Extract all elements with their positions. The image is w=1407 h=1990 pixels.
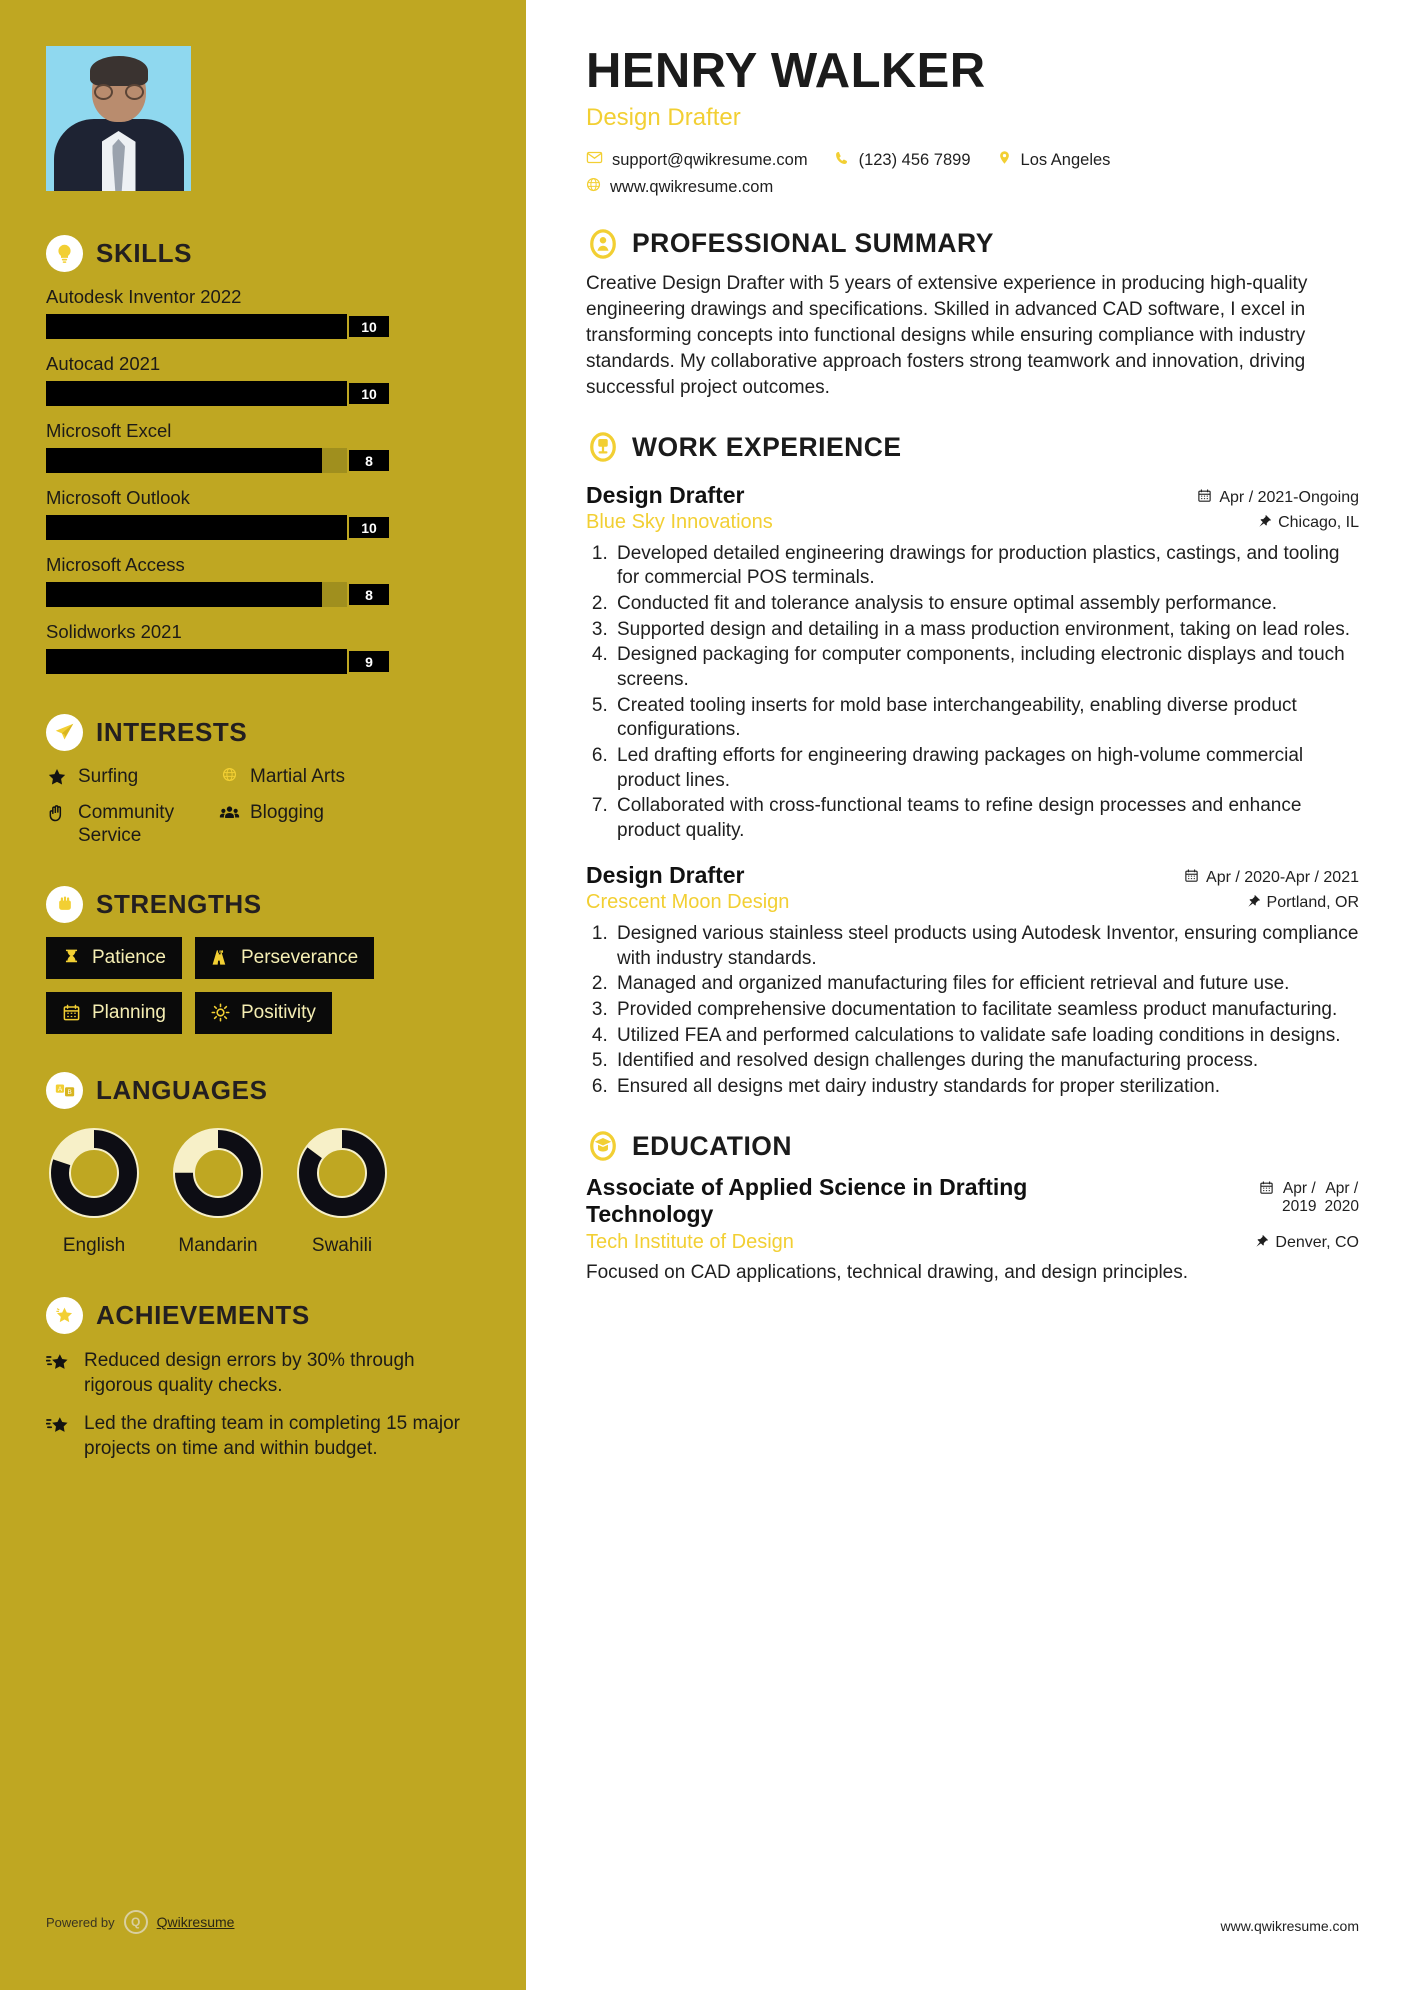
skill-item — [46, 286, 485, 339]
summary-title: PROFESSIONAL SUMMARY — [632, 228, 994, 259]
job-duty: 5. Identified and resolved design challenges during the manufacturing process. — [613, 1049, 1359, 1074]
languages-title: LANGUAGES — [96, 1074, 268, 1105]
language-donut-chart — [46, 1125, 142, 1221]
svg-text:A: A — [57, 1086, 62, 1094]
job-duty: 2. Conducted fit and tolerance analysis to ensure optimal assembly performance. — [613, 592, 1359, 617]
fist-icon — [46, 886, 83, 923]
strengths-title: STRENGTHS — [96, 888, 262, 919]
interest-label: Community Service — [78, 802, 175, 847]
photo-glasses — [93, 84, 145, 100]
education-entry — [586, 1174, 1359, 1285]
skill-item — [46, 353, 485, 406]
strength-item — [195, 937, 374, 979]
sun-icon — [211, 1003, 230, 1022]
job-dates — [1184, 868, 1359, 888]
achievements-header — [46, 1297, 485, 1334]
job-company: Crescent Moon Design — [586, 890, 790, 913]
strengths-list — [46, 937, 485, 1034]
skills-section — [46, 235, 485, 674]
globe-icon — [218, 765, 240, 782]
language-label: Swahili — [311, 1234, 373, 1256]
job-title: Design Drafter — [586, 861, 745, 888]
job-location — [1246, 894, 1359, 913]
education-top-row — [586, 1174, 1359, 1229]
skill-bar-track — [46, 314, 391, 339]
skill-name: Microsoft Outlook — [46, 487, 190, 508]
skill-bar-track — [46, 582, 391, 607]
shooting-star-icon — [46, 1411, 72, 1461]
skill-bar-fill — [46, 448, 322, 473]
calendar-small-icon — [1184, 868, 1199, 888]
interests-list — [46, 765, 485, 848]
job-duty: 2. Managed and organized manufacturing files for efficient retrieval and future use. — [613, 972, 1359, 997]
skill-item — [46, 487, 485, 540]
language-donut-chart — [294, 1125, 390, 1221]
star-icon — [46, 765, 68, 787]
interest-label: Blogging — [250, 802, 324, 824]
skill-score: 10 — [347, 314, 391, 339]
skill-bar-track — [46, 448, 391, 473]
globe-icon — [586, 177, 601, 197]
skills-header — [46, 235, 485, 272]
skill-bar-fill — [46, 649, 357, 674]
interest-label: Martial Arts — [250, 766, 346, 787]
users-icon — [218, 801, 240, 824]
strength-item — [46, 992, 182, 1034]
job-location — [1257, 514, 1359, 533]
skill-item — [46, 554, 485, 607]
job-top-row — [586, 482, 1359, 509]
language-item — [170, 1125, 266, 1257]
interests-title: INTERESTS — [96, 717, 248, 747]
job-top-row — [586, 862, 1359, 889]
briefcase-chair-icon — [586, 431, 619, 464]
lightbulb-icon — [46, 235, 83, 272]
achievements-section — [46, 1297, 485, 1461]
skill-score: 8 — [347, 582, 391, 607]
job-sub-row — [586, 891, 1359, 914]
interest-item — [218, 801, 485, 847]
education-location — [1254, 1234, 1359, 1253]
page-title: HENRY WALKER — [586, 44, 986, 98]
contact-phone[interactable] — [834, 150, 971, 171]
education-list — [586, 1174, 1359, 1285]
language-label: Mandarin — [178, 1234, 258, 1256]
job-duty: 3. Supported design and detailing in a mass production environment, taking on lead roles. — [613, 618, 1359, 643]
skill-score: 10 — [347, 515, 391, 540]
paper-plane-icon — [46, 714, 83, 751]
education-start-year: 2019 — [1282, 1198, 1317, 1216]
website-row — [586, 177, 1359, 197]
job-duty: 1. Designed various stainless steel products using Autodesk Inventor, ensuring compliance with industry standards. — [613, 922, 1359, 971]
skill-name: Autodesk Inventor 2022 — [46, 286, 242, 307]
skill-bar-track — [46, 515, 391, 540]
language-donut-chart — [170, 1125, 266, 1221]
skill-bar-fill — [46, 582, 322, 607]
job-dates-value: Apr / 2021-Ongoing — [1219, 488, 1359, 506]
pin-icon — [1254, 1234, 1268, 1253]
interest-item — [46, 765, 218, 788]
skill-name: Autocad 2021 — [46, 353, 161, 374]
strengths-header — [46, 886, 485, 923]
education-location-value: Denver, CO — [1275, 1234, 1359, 1252]
skill-item — [46, 621, 485, 674]
job-duty: 6. Led drafting efforts for engineering drawing packages on high-volume commercial product lines. — [613, 744, 1359, 793]
summary-header — [586, 227, 1359, 260]
skill-bar-fill — [46, 515, 391, 540]
work-header — [586, 431, 1359, 464]
calendar-small-icon — [1197, 488, 1212, 508]
education-start-month: Apr / — [1282, 1179, 1316, 1197]
skill-name: Solidworks 2021 — [46, 621, 182, 642]
contact-row — [586, 149, 1359, 171]
qwikresume-logo-icon: Q — [124, 1910, 148, 1934]
map-pin-icon — [997, 150, 1012, 170]
interests-header — [46, 714, 485, 751]
svg-text:B: B — [66, 1089, 72, 1097]
pin-icon — [1257, 514, 1271, 533]
strength-label: Patience — [92, 946, 166, 968]
interest-item — [218, 765, 485, 788]
education-dates — [1259, 1174, 1359, 1217]
job-duties-list — [613, 922, 1359, 1100]
main-column — [531, 0, 1407, 1990]
sidebar — [0, 0, 531, 1990]
languages-list — [46, 1125, 485, 1257]
calendar-small-icon — [1259, 1180, 1274, 1200]
interests-section — [46, 714, 485, 848]
job-entry — [586, 862, 1359, 1100]
job-entry — [586, 482, 1359, 844]
education-title: EDUCATION — [632, 1130, 793, 1161]
achievement-item — [46, 1411, 485, 1461]
skill-bar-fill — [46, 381, 391, 406]
job-duty: 4. Designed packaging for computer components, including electronic displays and touch screens. — [613, 643, 1359, 692]
language-item — [294, 1125, 390, 1257]
job-role-subtitle: Design Drafter — [586, 104, 741, 132]
skill-bar-fill — [46, 314, 391, 339]
job-sub-row — [586, 511, 1359, 534]
website-value: www.qwikresume.com — [610, 177, 774, 196]
job-duty: 6. Ensured all designs met dairy industry standards for proper sterilization. — [613, 1075, 1359, 1100]
contact-value: support@qwikresume.com — [612, 150, 808, 169]
sidebar-footer — [46, 1910, 234, 1934]
job-duty: 3. Provided comprehensive documentation to facilitate seamless product manufacturing. — [613, 998, 1359, 1023]
pin-icon — [1246, 894, 1260, 913]
job-duty: 5. Created tooling inserts for mold base interchangeability, enabling diverse product configurations. — [613, 694, 1359, 743]
job-title: Design Drafter — [586, 481, 745, 508]
shooting-star-icon — [46, 1348, 72, 1398]
language-label: English — [62, 1234, 126, 1256]
hand-icon — [46, 801, 68, 823]
strength-label: Perseverance — [240, 946, 359, 968]
job-duty: 7. Collaborated with cross-functional teams to refine design processes and enhance product quality. — [613, 794, 1359, 843]
contact-value: Los Angeles — [1020, 150, 1111, 169]
languages-section — [46, 1072, 485, 1257]
strength-label: Positivity — [240, 1001, 316, 1023]
skill-score: 9 — [347, 649, 391, 674]
strengths-section — [46, 886, 485, 1034]
job-location-value: Chicago, IL — [1278, 514, 1359, 532]
job-dates — [1197, 488, 1359, 508]
main-footer-website: www.qwikresume.com — [1220, 1918, 1359, 1934]
skill-bar-track — [46, 649, 391, 674]
job-duties-list — [613, 542, 1359, 844]
education-description: Focused on CAD applications, technical drawing, and design principles. — [586, 1261, 1189, 1283]
achievement-text: Reduced design errors by 30% through rigorous quality checks. — [84, 1349, 415, 1396]
achievement-text: Led the drafting team in completing 15 major projects on time and within budget. — [84, 1412, 460, 1459]
contact-value: (123) 456 7899 — [858, 150, 971, 169]
contact-map-pin[interactable] — [997, 150, 1111, 170]
envelope-icon — [586, 149, 603, 171]
skill-item — [46, 420, 485, 473]
education-start-date — [1282, 1180, 1316, 1217]
education-degree: Associate of Applied Science in Drafting Technology — [586, 1173, 1028, 1228]
education-end-month: Apr / — [1325, 1179, 1359, 1197]
user-icon — [586, 227, 619, 260]
work-title: WORK EXPERIENCE — [632, 431, 902, 462]
graduation-cap-icon — [586, 1130, 619, 1163]
language-item — [46, 1125, 142, 1257]
summary-text: Creative Design Drafter with 5 years of extensive experience in producing high-quality engineering drawings and specifications. Skilled in advanced CAD software, I excel in transforming concepts into functional designs while ensuring compliance with industry standards. My collaborative approach fosters strong teamwork and innovation, driving successful project outcomes. — [586, 273, 1308, 398]
phone-icon — [834, 150, 850, 171]
skill-score: 10 — [347, 381, 391, 406]
translate-icon — [46, 1072, 83, 1109]
strength-item — [195, 992, 332, 1034]
hourglass-icon — [62, 948, 81, 967]
achievements-title: ACHIEVEMENTS — [96, 1299, 310, 1330]
powered-by-label: Powered by — [46, 1914, 115, 1930]
education-header — [586, 1130, 1359, 1163]
skills-list — [46, 286, 485, 674]
strength-item — [46, 937, 182, 979]
interest-item — [46, 801, 218, 847]
contact-envelope[interactable] — [586, 149, 808, 171]
achievements-list — [46, 1348, 485, 1461]
road-icon — [211, 948, 230, 967]
jobs-list — [586, 482, 1359, 1100]
skill-name: Microsoft Excel — [46, 420, 172, 441]
calendar-icon — [62, 1003, 81, 1022]
skill-bar-track — [46, 381, 391, 406]
profile-photo — [46, 46, 191, 191]
achievement-item — [46, 1348, 485, 1398]
star-badge-icon — [46, 1297, 83, 1334]
education-end-date — [1325, 1180, 1359, 1217]
job-duty: 1. Developed detailed engineering drawings for production plastics, castings, and tooling for commercial POS terminals. — [613, 542, 1359, 591]
photo-hair — [90, 56, 148, 86]
skill-score: 8 — [347, 448, 391, 473]
strength-label: Planning — [92, 1001, 166, 1023]
job-company: Blue Sky Innovations — [586, 510, 773, 533]
skill-name: Microsoft Access — [46, 554, 185, 575]
education-end-year: 2020 — [1324, 1198, 1359, 1216]
job-duty: 4. Utilized FEA and performed calculations to validate safe loading conditions in designs. — [613, 1024, 1359, 1049]
qwikresume-link[interactable]: Qwikresume — [156, 1914, 235, 1930]
education-sub-row — [586, 1231, 1359, 1254]
skills-title: SKILLS — [96, 238, 193, 268]
languages-header — [46, 1072, 485, 1109]
education-school: Tech Institute of Design — [586, 1230, 794, 1253]
job-location-value: Portland, OR — [1266, 894, 1359, 912]
job-dates-value: Apr / 2020-Apr / 2021 — [1206, 868, 1359, 886]
contact-website[interactable] — [586, 177, 773, 197]
interest-label: Surfing — [78, 766, 139, 787]
